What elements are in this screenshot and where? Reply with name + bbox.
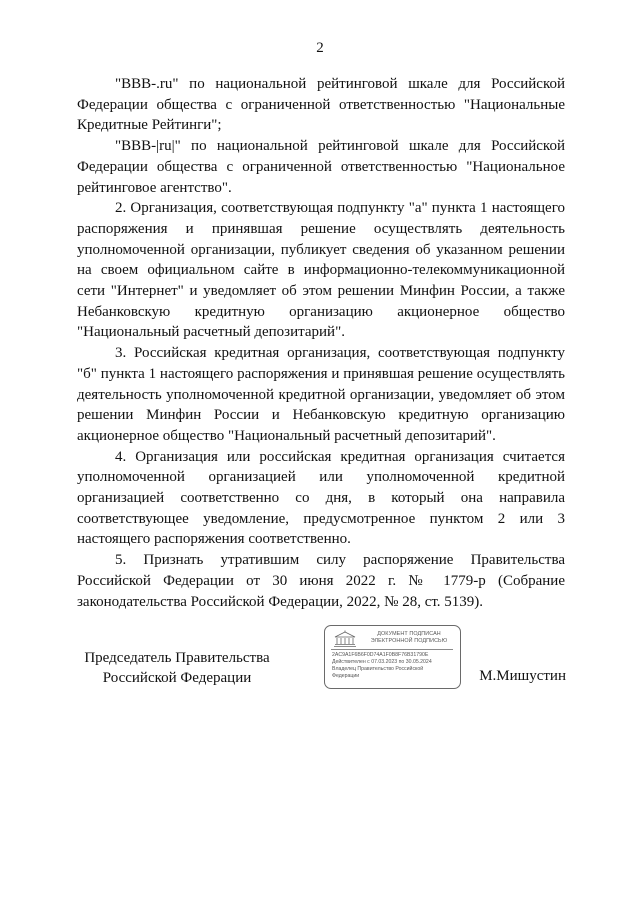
paragraph-item-5: 5. Признать утратившим силу распоряжение Правительства Российской Федерации от 30 июня 2022 г. № 1779-р (Собрание законодательства Российской Федерации, 2022, № 28, ст. 5139). [77,552,565,610]
stamp-certificate-number: 2AC9A1F6B6F0D74A1F0B8F76B31790E [332,652,429,658]
stamp-details [332,652,458,680]
paragraph-item-2: 2. Организация, соответствующая подпункту "а" пункта 1 настоящего распоряжения и принявшая решение осуществлять деятельность уполномоченной организации, публикует сведения об указанном решении на своем официальном сайте в информационно-телекоммуникационной сети "Интернет" и уведомляет об этом решении Минфин России, а также Небанковскую кредитную организацию акционерное общество "Национальный расчетный депозитарий". [77,200,565,341]
stamp-heading [361,631,457,645]
signer-name: М.Мишустин [479,668,566,684]
stamp-heading-line-2: ЭЛЕКТРОННОЙ ПОДПИСЬЮ [370,638,448,644]
signer-title [77,648,277,688]
paragraph-rating-nra: "BBB-|ru|" по национальной рейтинговой шкале для Российской Федерации общества с ограниченной ответственностью "Национальное рейтинговое агентство". [77,138,565,196]
stamp-divider [331,649,453,650]
paragraph-item-4: 4. Организация или российская кредитная организация считается уполномоченной организацией или уполномоченной кредитной организацией соответственно со дня, в который она направила соответствующее уведомление, предусмотренное пунктом 2 или 3 настоящего распоряжения соответственно. [77,448,565,548]
paragraph-rating-nkr: "BBB-.ru" по национальной рейтинговой шкале для Российской Федерации общества с ограниченной ответственностью "Национальные Кредитные Рейтинги"; [77,76,565,134]
stamp-heading-line-1: ДОКУМЕНТ ПОДПИСАН [377,631,441,637]
paragraph-item-3: 3. Российская кредитная организация, соответствующая подпункту "б" пункта 1 настоящего распоряжения и принявшая решение осуществлять деятельность уполномоченной кредитной организации, уведомляет об этом решении Минфин России и Небанковскую кредитную организацию акционерное общество "Национальный расчетный депозитарий". [77,345,565,444]
document-body [77,74,565,612]
stamp-owner-line-1: Владелец Правительство Российской [332,666,424,672]
page-number: 2 [316,40,324,56]
stamp-validity-period: Действителен с 07.03.2023 по 30.05.2024 [332,659,432,665]
signer-title-line-1: Председатель Правительства [84,650,270,666]
signature-block [0,618,640,698]
government-building-icon [332,630,358,648]
stamp-owner-line-2: Федерации [332,673,360,679]
electronic-signature-stamp [324,625,461,689]
signer-title-line-2: Российской Федерации [102,670,252,686]
